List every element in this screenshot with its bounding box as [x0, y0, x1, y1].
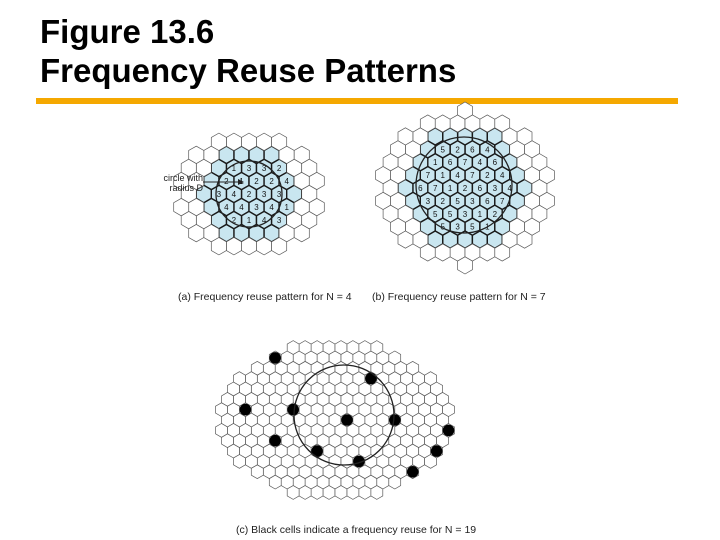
- cell-frequency-label: 3: [470, 196, 475, 206]
- cell-frequency-label: 6: [477, 184, 483, 193]
- cell-frequency-label: 3: [261, 163, 267, 173]
- diagram-b-hex-grid: [376, 102, 555, 274]
- cell-frequency-label: 2: [224, 176, 229, 186]
- caption-b: (b) Frequency reuse pattern for N = 7: [372, 291, 546, 303]
- hex-cell: [323, 341, 335, 355]
- cell-frequency-label: 2: [276, 163, 282, 173]
- cell-frequency-label: 3: [425, 196, 431, 206]
- title-line-2: Frequency Reuse Patterns: [40, 52, 457, 89]
- hex-cell: [216, 403, 228, 417]
- hex-cell: [335, 341, 347, 355]
- cell-frequency-label: 1: [477, 209, 483, 219]
- hex-cell: [251, 465, 263, 479]
- cell-frequency-label: 6: [418, 184, 423, 193]
- reuse-cell-marker: [431, 445, 443, 457]
- reuse-cell-marker: [269, 352, 281, 364]
- diagram-a-hex-grid: [174, 133, 325, 255]
- cell-frequency-label: 7: [462, 158, 468, 168]
- cell-frequency-label: 5: [470, 222, 475, 232]
- cell-frequency-label: 1: [485, 222, 490, 232]
- hex-cell: [287, 486, 299, 500]
- reuse-cell-marker: [389, 414, 401, 426]
- cell-frequency-label: 4: [239, 203, 244, 213]
- cell-frequency-label: 2: [455, 145, 460, 155]
- caption-c: (c) Black cells indicate a frequency reuse for N = 19: [236, 524, 477, 536]
- cell-frequency-label: 7: [425, 171, 431, 181]
- cell-frequency-label: 2: [492, 209, 498, 219]
- cell-frequency-label: 4: [499, 171, 505, 181]
- hex-cell: [443, 403, 455, 417]
- radius-label-line-2: radius D: [169, 183, 203, 193]
- hex-cell: [269, 475, 281, 489]
- cell-frequency-label: 4: [485, 145, 490, 155]
- hex-cell: [371, 341, 383, 355]
- radius-annotation: [157, 173, 203, 193]
- cell-frequency-label: 1: [447, 184, 453, 193]
- cell-frequency-label: 4: [224, 203, 229, 213]
- radius-label-line-1: circle with: [163, 173, 203, 183]
- cell-frequency-label: 3: [261, 190, 267, 199]
- cell-frequency-label: 6: [485, 196, 490, 206]
- reuse-cell-marker: [311, 445, 323, 457]
- cell-frequency-label: 4: [261, 216, 267, 226]
- hex-cell: [311, 341, 323, 355]
- cell-frequency-label: 4: [269, 203, 274, 213]
- reuse-cell-marker: [287, 404, 299, 416]
- cell-frequency-label: 2: [254, 176, 259, 186]
- cell-frequency-label: 6: [470, 145, 475, 155]
- hex-cell: [371, 486, 383, 500]
- cell-frequency-label: 3: [455, 222, 460, 232]
- hex-cell: [335, 486, 347, 500]
- hex-cell: [216, 424, 228, 438]
- hex-cell: [347, 341, 359, 355]
- hex-cell: [287, 341, 299, 355]
- reuse-cell-marker: [365, 373, 377, 385]
- cell-frequency-label: 1: [246, 216, 252, 226]
- cell-frequency-label: 4: [455, 171, 460, 181]
- cell-frequency-label: 3: [462, 209, 468, 219]
- cell-frequency-label: 4: [284, 176, 289, 186]
- hex-cell: [242, 238, 257, 255]
- cell-frequency-label: 2: [269, 176, 274, 186]
- hex-cell: [242, 133, 257, 150]
- reuse-cell-marker: [443, 425, 455, 437]
- cell-frequency-label: 4: [507, 184, 512, 193]
- cell-frequency-label: 5: [440, 222, 445, 232]
- cell-frequency-label: 2: [485, 171, 490, 181]
- reuse-cell-marker: [407, 466, 419, 478]
- cell-frequency-label: 1: [440, 171, 445, 181]
- cell-frequency-label: 7: [432, 184, 438, 193]
- title-line-1: Figure 13.6: [40, 13, 215, 50]
- diagram-c-hex-grid: [216, 341, 455, 500]
- cell-frequency-label: 3: [216, 190, 222, 199]
- reuse-cell-marker: [269, 435, 281, 447]
- reuse-cell-marker: [240, 404, 252, 416]
- cell-frequency-label: 2: [462, 184, 468, 193]
- cell-frequency-label: 5: [440, 145, 445, 155]
- cell-frequency-label: 4: [477, 158, 483, 168]
- hex-cell: [389, 351, 401, 365]
- cell-frequency-label: 5: [455, 196, 460, 206]
- cell-frequency-label: 6: [492, 158, 498, 168]
- cell-frequency-label: 2: [231, 216, 237, 226]
- hex-cell: [347, 486, 359, 500]
- reuse-cell-marker: [341, 414, 353, 426]
- cell-frequency-label: 5: [432, 209, 438, 219]
- cell-frequency-label: 3: [246, 163, 252, 173]
- cell-frequency-label: 2: [440, 196, 445, 206]
- cell-frequency-label: 4: [231, 190, 237, 199]
- hex-cell: [359, 341, 371, 355]
- cell-frequency-label: 1: [284, 203, 289, 213]
- cell-frequency-label: 5: [447, 209, 453, 219]
- hex-cell: [311, 486, 323, 500]
- cell-frequency-label: 7: [470, 171, 475, 181]
- cell-frequency-label: 6: [447, 158, 453, 168]
- hex-cell: [299, 486, 311, 500]
- hex-cell: [323, 486, 335, 500]
- cell-frequency-label: 2: [246, 190, 252, 199]
- cell-frequency-label: 7: [499, 196, 505, 206]
- cell-frequency-label: 1: [432, 158, 438, 168]
- cell-frequency-label: 3: [492, 184, 498, 193]
- cell-frequency-label: 3: [276, 190, 282, 199]
- hex-cell: [299, 341, 311, 355]
- cell-frequency-label: 3: [254, 203, 259, 213]
- caption-a: (a) Frequency reuse pattern for N = 4: [178, 291, 352, 303]
- cell-frequency-label: 1: [231, 163, 237, 173]
- hex-cell: [389, 475, 401, 489]
- cell-frequency-label: 3: [276, 216, 282, 226]
- hex-cell: [359, 486, 371, 500]
